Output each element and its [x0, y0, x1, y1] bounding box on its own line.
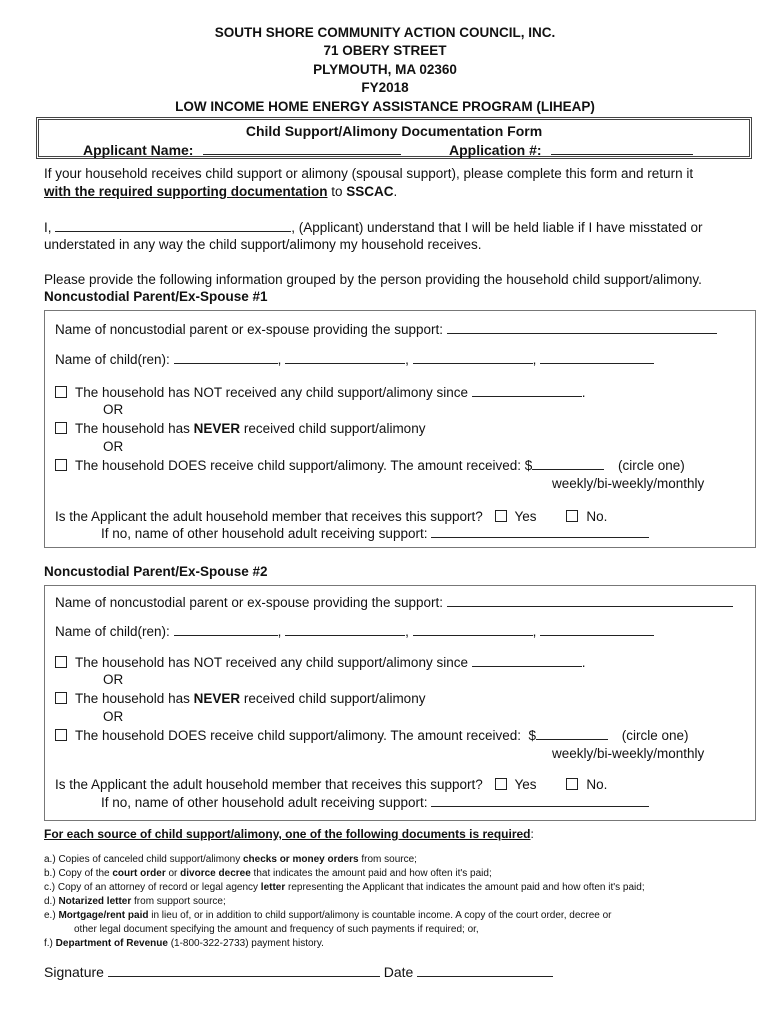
- checkbox[interactable]: [55, 656, 67, 668]
- docs-heading: For each source of child support/alimony, one of the following documents is required:: [44, 827, 534, 841]
- section2-box: [44, 585, 756, 821]
- checkbox[interactable]: [55, 422, 67, 434]
- doc-item-c: c.) Copy of an attorney of record or legal agency letter representing the Applicant that indicates the amount paid and how often it's paid;: [44, 882, 645, 893]
- or-text: OR: [103, 672, 124, 687]
- section1-other-adult-field[interactable]: If no, name of other household adult receiving support:: [101, 525, 649, 542]
- or-text: OR: [103, 709, 124, 724]
- application-number-label: Application #:: [449, 142, 542, 158]
- doc-item-f: f.) Department of Revenue (1-800-322-2733) payment history.: [44, 938, 324, 949]
- form-title-box: [36, 117, 752, 159]
- section2-name-field[interactable]: Name of noncustodial parent or ex-spouse providing the support:: [55, 594, 733, 611]
- form-title: Child Support/Alimony Documentation Form: [245, 123, 543, 139]
- program-name: LOW INCOME HOME ENERGY ASSISTANCE PROGRAM (LIHEAP): [175, 99, 595, 114]
- fiscal-year: FY2018: [361, 80, 409, 95]
- yes-checkbox[interactable]: [495, 510, 507, 522]
- applicant-name-label: Applicant Name:: [83, 142, 194, 158]
- or-text: OR: [103, 402, 124, 417]
- doc-item-d: d.) Notarized letter from support source;: [44, 896, 226, 907]
- checkbox[interactable]: [55, 692, 67, 704]
- signature-row: [44, 964, 553, 981]
- section2-frequency[interactable]: weekly/bi-weekly/monthly: [552, 746, 705, 761]
- section2-option-does[interactable]: The household DOES receive child support/alimony. The amount received: $ (circle one): [55, 727, 689, 744]
- signature-label: Signature: [44, 964, 104, 980]
- section1-name-field[interactable]: Name of noncustodial parent or ex-spouse providing the support:: [55, 321, 717, 338]
- instruction-text: Please provide the following information grouped by the person providing the household child support/alimony.: [44, 272, 702, 287]
- doc-item-e-continued: other legal document specifying the amount and frequency of such payments if required; or,: [74, 924, 479, 935]
- doc-item-a: a.) Copies of canceled child support/alimony checks or money orders from source;: [44, 854, 417, 865]
- liability-statement-line1: I, , (Applicant) understand that I will be held liable if I have misstated or: [44, 220, 703, 235]
- applicant-name-field[interactable]: [83, 142, 401, 158]
- section2-option-not-received[interactable]: The household has NOT received any child support/alimony since .: [55, 654, 586, 671]
- org-street: 71 OBERY STREET: [323, 43, 447, 58]
- checkbox[interactable]: [55, 386, 67, 398]
- or-text: OR: [103, 439, 124, 454]
- org-city: PLYMOUTH, MA 02360: [313, 62, 457, 77]
- section1-heading: Noncustodial Parent/Ex-Spouse #1: [44, 289, 268, 304]
- date-field[interactable]: [417, 964, 553, 977]
- section1-children-field[interactable]: Name of child(ren): , , ,: [55, 351, 654, 368]
- section2-other-adult-field[interactable]: If no, name of other household adult receiving support:: [101, 794, 649, 811]
- section2-children-field[interactable]: Name of child(ren): , , ,: [55, 623, 654, 640]
- section1-option-does[interactable]: The household DOES receive child support/alimony. The amount received: $ (circle one): [55, 457, 685, 474]
- checkbox[interactable]: [55, 729, 67, 741]
- no-checkbox[interactable]: [566, 510, 578, 522]
- section2-question: Is the Applicant the adult household member that receives this support? Yes No.: [55, 777, 608, 792]
- section2-heading: Noncustodial Parent/Ex-Spouse #2: [44, 564, 268, 579]
- intro-line2: with the required supporting documentation to SSCAC.: [44, 184, 398, 199]
- applicant-signature-name-field[interactable]: [55, 219, 291, 232]
- application-number-field[interactable]: [449, 142, 693, 158]
- section1-frequency[interactable]: weekly/bi-weekly/monthly: [552, 476, 705, 491]
- section1-option-not-received[interactable]: The household has NOT received any child support/alimony since .: [55, 384, 586, 401]
- section1-box: [44, 310, 756, 548]
- yes-checkbox[interactable]: [495, 778, 507, 790]
- section1-option-never[interactable]: The household has NEVER received child support/alimony: [55, 420, 425, 437]
- no-checkbox[interactable]: [566, 778, 578, 790]
- signature-field[interactable]: [108, 964, 380, 977]
- section1-question: Is the Applicant the adult household member that receives this support? Yes No.: [55, 509, 608, 524]
- liability-statement-line2: understated in any way the child support/alimony my household receives.: [44, 237, 482, 252]
- checkbox[interactable]: [55, 459, 67, 471]
- org-name: SOUTH SHORE COMMUNITY ACTION COUNCIL, INC.: [214, 25, 556, 40]
- date-label: Date: [383, 964, 414, 980]
- doc-item-e: e.) Mortgage/rent paid in lieu of, or in addition to child support/alimony is countable income. A copy of the court order, decree or: [44, 910, 612, 921]
- section2-option-never[interactable]: The household has NEVER received child support/alimony: [55, 690, 425, 707]
- doc-item-b: b.) Copy of the court order or divorce decree that indicates the amount paid and how often it's paid;: [44, 868, 492, 879]
- intro-line1: If your household receives child support or alimony (spousal support), please complete this form and return it: [44, 166, 694, 181]
